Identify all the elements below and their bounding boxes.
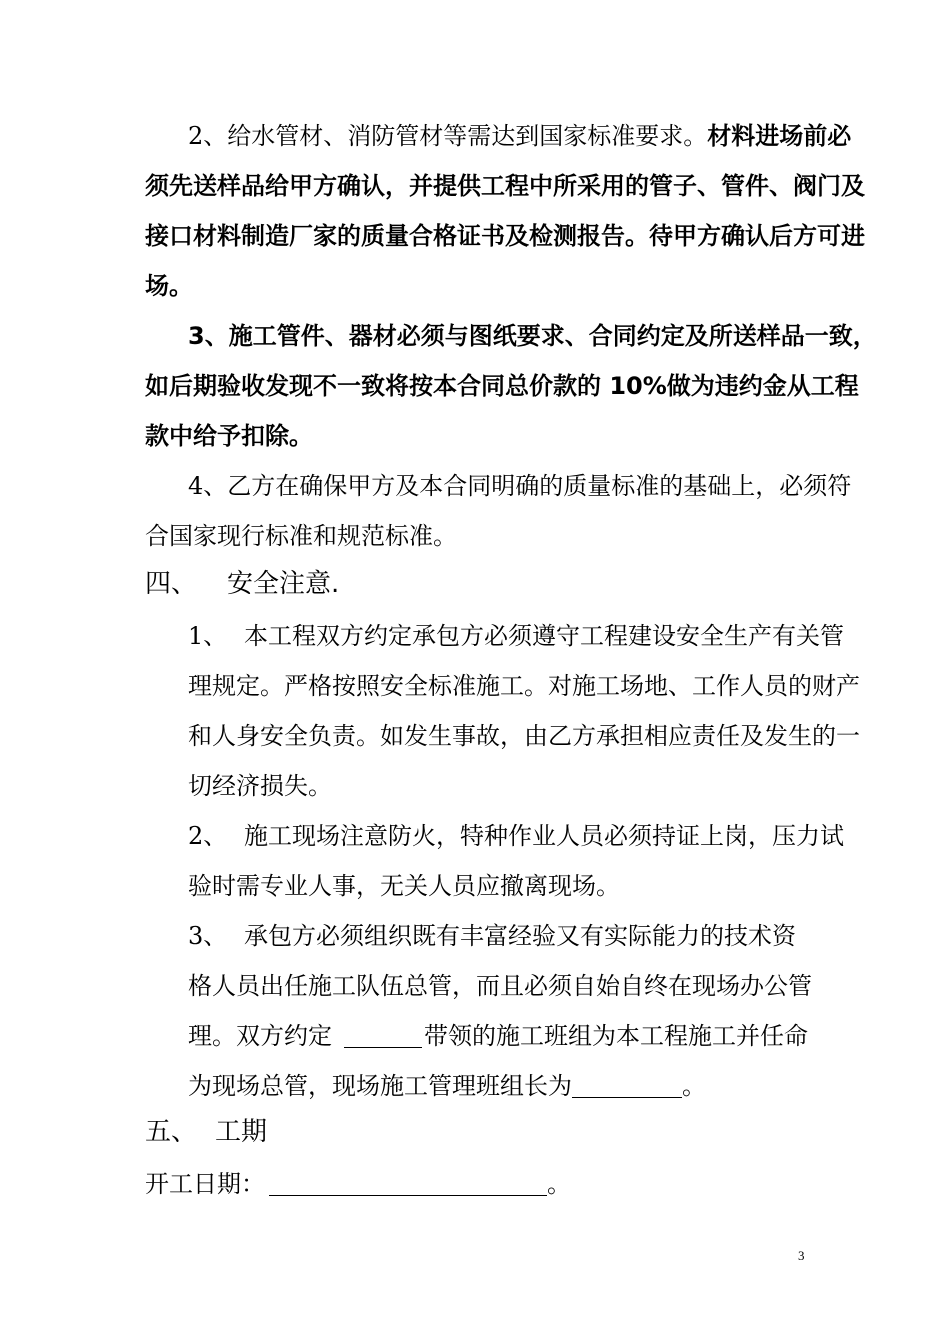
section5-heading	[145, 1116, 267, 1148]
safety-item2-line2: 验时需专业人事，无关人员应撤离现场。	[188, 872, 620, 900]
para2-line4: 场。	[145, 272, 193, 300]
section4-title: 安全注意.	[227, 569, 340, 599]
safety-item1-line2: 理规定。严格按照安全标准施工。对施工场地、工作人员的财产	[188, 672, 860, 700]
para3-line3: 款中给予扣除。	[145, 422, 313, 450]
start-date-blank[interactable]	[269, 1173, 547, 1196]
item-text: 承包方必须组织既有丰富经验又有实际能力的技术资	[244, 922, 796, 950]
safety-item3-line4	[188, 1070, 706, 1102]
start-date-period: 。	[547, 1170, 571, 1198]
para2-text: 2、给水管材、消防管材等需达到国家标准要求。	[188, 122, 708, 150]
start-date-label: 开工日期：	[145, 1170, 265, 1198]
safety-item1-line1	[188, 620, 844, 652]
item-text: 。	[682, 1072, 706, 1100]
para2-line1	[188, 120, 851, 152]
start-date-line	[145, 1168, 571, 1200]
item-number: 3、	[188, 922, 228, 950]
para3-line2: 如后期验收发现不一致将按本合同总价款的 10%做为违约金从工程	[145, 372, 859, 400]
para2-line2: 须先送样品给甲方确认，并提供工程中所采用的管子、管件、阀门及	[145, 172, 865, 200]
section4-number: 四、	[145, 569, 198, 599]
page-number: 3	[798, 1248, 805, 1263]
section5-number: 五、	[145, 1117, 198, 1147]
team-leader-blank[interactable]	[572, 1075, 682, 1098]
safety-item3-line1	[188, 920, 796, 952]
item-number: 2、	[188, 822, 228, 850]
para4-line2: 合国家现行标准和规范标准。	[145, 522, 457, 550]
para2-line3: 接口材料制造厂家的质量合格证书及检测报告。待甲方确认后方可进	[145, 222, 865, 250]
safety-item3-line2: 格人员出任施工队伍总管，而且必须自始自终在现场办公管	[188, 972, 812, 1000]
para2-bold-text: 材料进场前必	[707, 122, 852, 150]
safety-item2-line1	[188, 820, 844, 852]
item-text: 理。双方约定	[188, 1022, 332, 1050]
supervisor-name-blank[interactable]	[344, 1025, 422, 1048]
item-text: 带领的施工班组为本工程施工并任命	[424, 1022, 808, 1050]
item-number: 1、	[188, 622, 228, 650]
para3-line1: 3、施工管件、器材必须与图纸要求、合同约定及所送样品一致，	[188, 322, 877, 350]
safety-item1-line4: 切经济损失。	[188, 772, 332, 800]
item-text: 为现场总管，现场施工管理班组长为	[188, 1072, 572, 1100]
para4-line1: 4、乙方在确保甲方及本合同明确的质量标准的基础上，必须符	[188, 472, 852, 500]
item-text: 本工程双方约定承包方必须遵守工程建设安全生产有关管	[244, 622, 844, 650]
item-text: 施工现场注意防火，特种作业人员必须持证上岗，压力试	[244, 822, 844, 850]
safety-item3-line3	[188, 1020, 808, 1052]
safety-item1-line3: 和人身安全负责。如发生事故，由乙方承担相应责任及发生的一	[188, 722, 860, 750]
section4-heading	[145, 568, 339, 600]
section5-title: 工期	[215, 1117, 268, 1147]
